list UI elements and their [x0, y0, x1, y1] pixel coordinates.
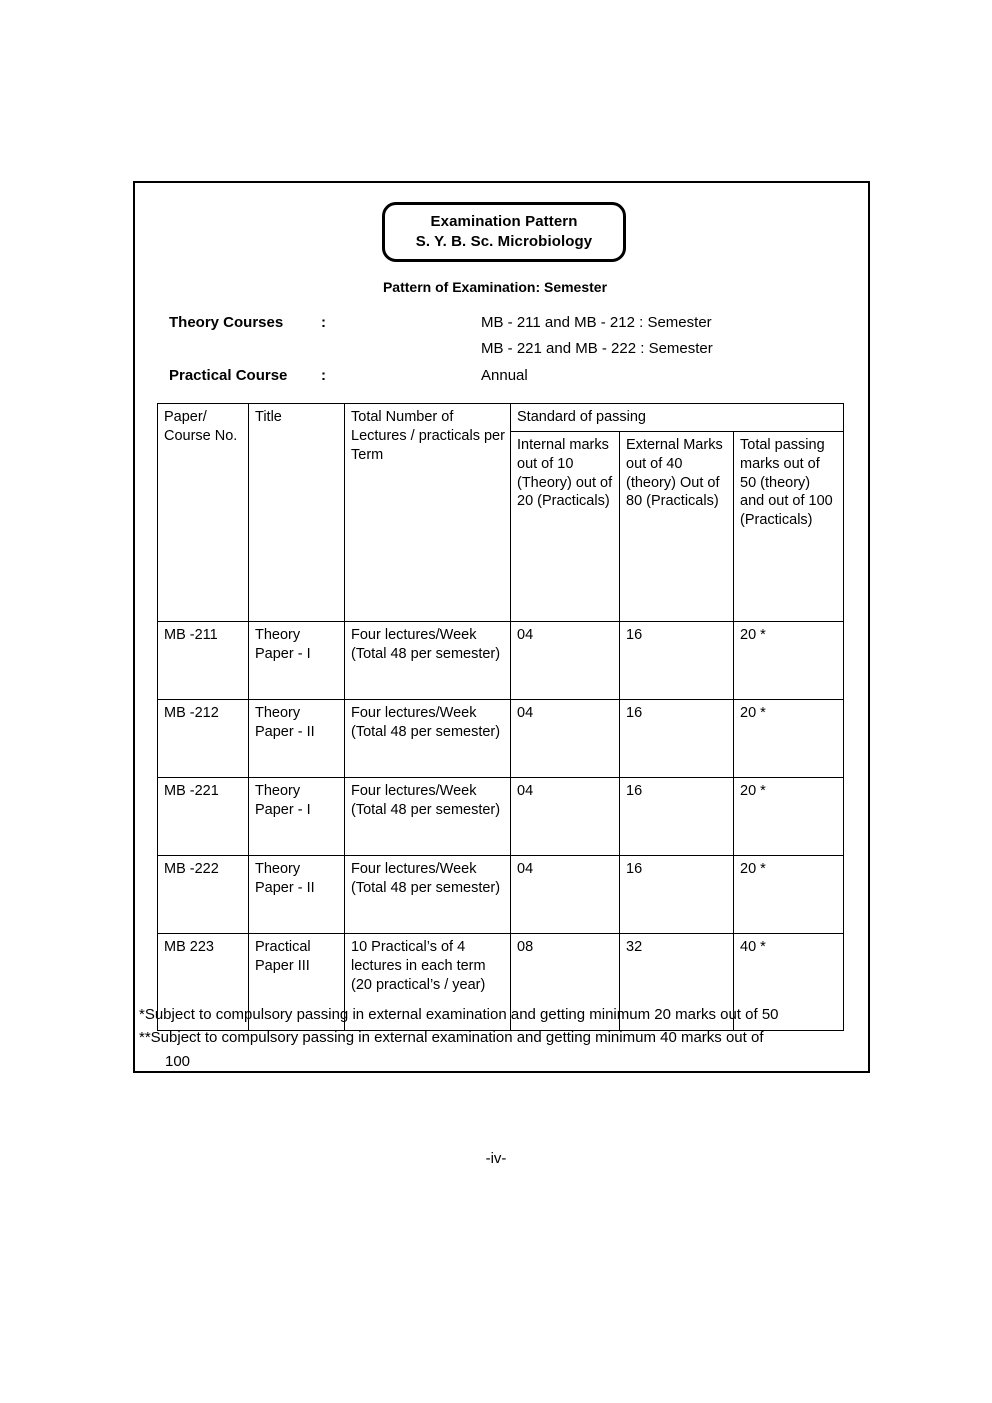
title-line-2: S. Y. B. Sc. Microbiology: [415, 233, 593, 250]
cell-external: 16: [620, 855, 734, 933]
footnotes: [139, 1003, 865, 1073]
table-row: [158, 621, 844, 699]
cell-title: Theory Paper - II: [249, 699, 345, 777]
practical-course-label: Practical Course: [169, 367, 288, 384]
table-header-row-1: [158, 404, 844, 432]
cell-total: 20 *: [734, 621, 844, 699]
cell-title: Theory Paper - I: [249, 621, 345, 699]
footnote-double-star: **Subject to compulsory passing in external examination and getting minimum 40 marks out of: [139, 1029, 764, 1047]
header-title: Title: [249, 404, 345, 622]
cell-course-code: MB -211: [158, 621, 249, 699]
theory-courses-value-1: MB - 211 and MB - 212 : Semester: [481, 314, 712, 331]
title-line-1: Examination Pattern: [430, 213, 578, 231]
theory-courses-value-2: MB - 221 and MB - 222 : Semester: [481, 340, 713, 357]
practical-course-colon: :: [321, 367, 326, 384]
cell-internal: 04: [511, 621, 620, 699]
cell-course-code: MB -212: [158, 699, 249, 777]
pattern-of-examination-line: Pattern of Examination: Semester: [382, 279, 608, 295]
footnote-double-star-continuation: 100: [165, 1052, 191, 1070]
cell-course-code: MB -221: [158, 777, 249, 855]
page-content-frame: [133, 181, 870, 1073]
cell-lectures: Four lectures/Week (Total 48 per semester): [345, 621, 511, 699]
header-standard-of-passing: Standard of passing: [511, 404, 844, 432]
page-number: -iv-: [485, 1150, 507, 1167]
examination-pattern-table: [157, 403, 844, 1031]
cell-course-code: MB -222: [158, 855, 249, 933]
practical-course-value: Annual: [481, 367, 528, 384]
cell-internal: 08: [511, 933, 620, 1030]
cell-total: 40 *: [734, 933, 844, 1030]
cell-internal: 04: [511, 855, 620, 933]
table-row: [158, 699, 844, 777]
header-total-lectures: Total Number of Lectures / practicals per Term: [345, 404, 511, 622]
cell-internal: 04: [511, 699, 620, 777]
theory-courses-colon: :: [321, 314, 326, 331]
cell-title: Theory Paper - II: [249, 855, 345, 933]
cell-title: Practical Paper III: [249, 933, 345, 1030]
cell-external: 16: [620, 699, 734, 777]
footnote-single-star: *Subject to compulsory passing in external examination and getting minimum 20 marks out of 50: [139, 1006, 779, 1023]
cell-course-code: MB 223: [158, 933, 249, 1030]
theory-courses-label: Theory Courses: [169, 314, 284, 331]
cell-lectures: Four lectures/Week (Total 48 per semester): [345, 855, 511, 933]
table-row: [158, 777, 844, 855]
cell-lectures: Four lectures/Week (Total 48 per semester): [345, 777, 511, 855]
cell-internal: 04: [511, 777, 620, 855]
cell-total: 20 *: [734, 777, 844, 855]
header-external-marks: External Marks out of 40 (theory) Out of 80 (Practicals): [620, 431, 734, 621]
table-row: [158, 855, 844, 933]
cell-lectures: Four lectures/Week (Total 48 per semester): [345, 699, 511, 777]
cell-total: 20 *: [734, 855, 844, 933]
cell-external: 16: [620, 777, 734, 855]
header-paper-course-no: Paper/ Course No.: [158, 404, 249, 622]
cell-title: Theory Paper - I: [249, 777, 345, 855]
header-total-passing-marks: Total passing marks out of 50 (theory) and out of 100 (Practicals): [734, 431, 844, 621]
cell-total: 20 *: [734, 699, 844, 777]
examination-pattern-title-box: [382, 202, 626, 262]
header-internal-marks: Internal marks out of 10 (Theory) out of 20 (Practicals): [511, 431, 620, 621]
cell-external: 16: [620, 621, 734, 699]
cell-external: 32: [620, 933, 734, 1030]
cell-lectures: 10 Practical’s of 4 lectures in each term (20 practical’s / year): [345, 933, 511, 1030]
